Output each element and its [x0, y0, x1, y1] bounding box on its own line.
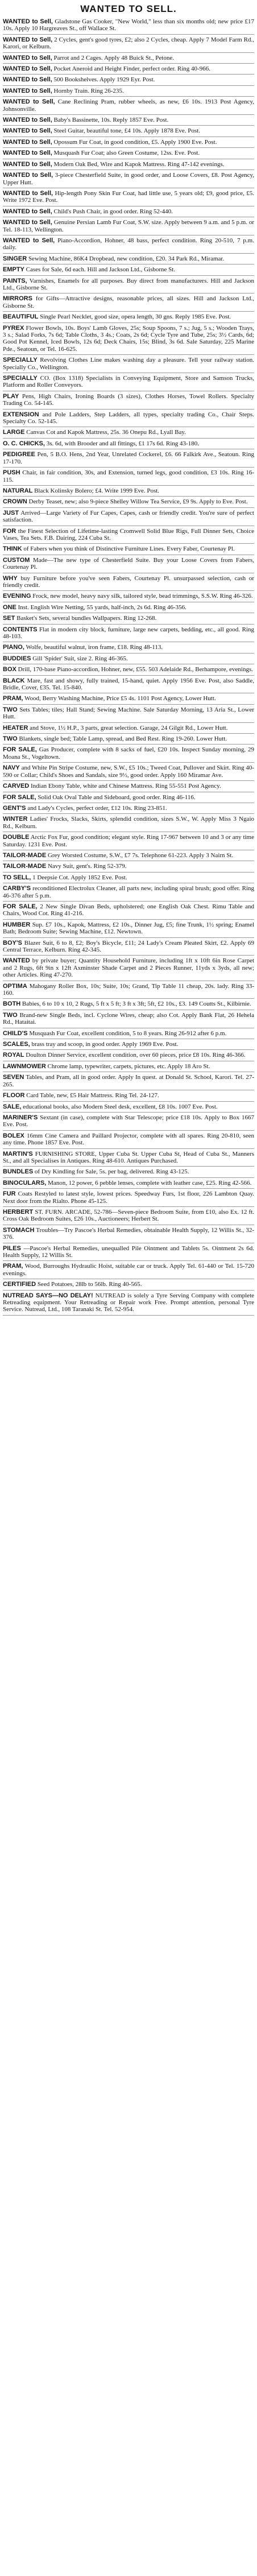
ad-body-text: 2 Cycles, gent's good tyres, £2; also 2 Cycles, cheap. Apply 7 Model Farm Rd., Karori, or Kelburn. — [3, 36, 254, 51]
classified-ad — [3, 150, 254, 159]
ad-lead-word: WANTED to Sell, — [3, 87, 52, 94]
ad-lead-word: DOUBLE — [3, 834, 30, 841]
ad-body-text: Steel Guitar, beautiful tone, £4 10s. Apply 1878 Eve. Post. — [53, 127, 200, 135]
ad-body-text: Musquash Fur Coat, excellent condition, 5 to 8 years. Ring 26-912 after 6 p.m. — [29, 1029, 227, 1037]
ad-body-text: Manon, 12 power, 6 pebble lenses, complete with leather case, £25. Ring 42-566. — [48, 1179, 252, 1186]
classified-ad — [3, 1000, 254, 1010]
classified-ad — [3, 98, 254, 115]
ad-lead-word: TWO — [3, 735, 18, 743]
ad-lead-word: WANTED to Sell, — [3, 36, 53, 43]
classified-ad — [3, 528, 254, 544]
ad-body-text: Hip-length Pony Skin Fur Coat, had little use, 5 years old; £9, good price, £5. Write 1972 Eve. Post. — [3, 189, 255, 204]
ad-body-text: Doulton Dinner Service, excellent condition, over 60 pieces, price £8 10s. Ring 46-366. — [26, 1052, 246, 1059]
ad-lead-word: WANTED to Sell, — [3, 98, 55, 106]
classified-ad — [3, 127, 254, 137]
ad-lead-word: WHY — [3, 574, 18, 582]
ad-lead-word: ONE — [3, 603, 16, 611]
classified-ad — [3, 76, 254, 85]
classified-ad — [3, 1063, 254, 1072]
ad-lead-word: ROYAL — [3, 1052, 24, 1059]
ad-lead-word: SALE, — [3, 1103, 22, 1110]
ad-body-text: 2 New Single Divan Beds, upholstered; one English Oak Chest. Rimu Table and Chairs, Wood Cot. Ring 41-216. — [3, 903, 254, 917]
ad-body-text: Wood, Burroughs Hydraulic Hoist, suitable car or truck. Apply Tel. 61-440 or Tel. 15-720 evenings. — [3, 1263, 254, 1277]
classified-ad — [3, 357, 254, 373]
classified-ad — [3, 451, 254, 468]
ad-body-text: Cane Reclining Pram, rubber wheels, as new, £6 10s. 1913 Post Agency, Johnsonville. — [3, 98, 255, 113]
ad-body-text: Solid Oak Oval Table and Sideboard, good order. Ring 46-116. — [38, 793, 196, 801]
ad-body-text: Gladstone Gas Cooker, "New World," less than six months old; new price £17 10s. Apply 10 Hargreaves St., off Wallace St. — [3, 18, 255, 32]
ad-lead-word: EMPTY — [3, 266, 24, 274]
ad-lead-word: PLAY — [3, 392, 19, 400]
classified-ad — [3, 88, 254, 97]
ad-lead-word: BINOCULARS, — [3, 1179, 47, 1186]
ad-lead-word: SET — [3, 615, 15, 622]
classified-ad — [3, 1209, 254, 1225]
classified-ad — [3, 1041, 254, 1050]
ad-lead-word: WANTED to Sell, — [3, 189, 53, 197]
ad-lead-word: TWO — [3, 1011, 18, 1019]
ad-lead-word: FOR SALE, — [3, 903, 38, 910]
ad-body-text: NUTREAD is solely a Tyre Serving Company with complete Retreading equipment. Your Retreading or Repair work Free. Prompt attention, personal Tyre Service. Nutread, Ltd., 108 Taranaki St. Tel. 52-954. — [3, 1292, 255, 1313]
ad-lead-word: HERBERT — [3, 1208, 34, 1215]
ad-body-text: and Stove, 1½ H.P., 3 parts, great selection. Garage, 24 Gilgit Rd., Lower Hutt. — [30, 724, 228, 731]
ad-body-text: Pen, 5 B.O. Hens, 2nd Year, Unrelated Cockerel, £6. 66 Falkirk Ave., Seatoun. Ring 17-170. — [3, 451, 255, 465]
classified-ad — [3, 139, 254, 148]
ad-lead-word: WANTED to Sell, — [3, 18, 53, 25]
classified-ad — [3, 593, 254, 602]
advertisement-list — [3, 18, 254, 1316]
classified-ad — [3, 834, 254, 850]
ad-body-text: Mahogany Roller Box, 10s; Suite, 10s; Grand, Tip Table 11 cheap, 20s. lady. Ring 33-160. — [3, 982, 255, 997]
classified-ad — [3, 903, 254, 920]
classified-ad — [3, 1092, 254, 1101]
ad-lead-word: CARVED — [3, 783, 30, 790]
ad-body-text: Varnishes, Enamels for all purposes. Buy direct from manufacturers. Hill and Jackson Ltd., Gisborne St. — [3, 277, 254, 291]
ad-body-text: Troubles—Try Pascoe's Herbal Remedies, obtainable Health Supply, 12 Willis St., 32-376. — [3, 1226, 254, 1241]
ad-lead-word: TAILOR-MADE — [3, 863, 47, 870]
classified-ad — [3, 1114, 254, 1131]
ad-lead-word: FUR — [3, 1190, 16, 1198]
ad-body-text: and Pole Ladders, Step Ladders, all types, specialty trading Co., Chair Steps. Specialty Co. 52-145. — [3, 411, 254, 425]
classified-ad — [3, 487, 254, 497]
ad-lead-word: BOLEX — [3, 1132, 24, 1139]
ad-lead-word: HEATER — [3, 724, 28, 731]
ad-body-text: Coats Restyled to latest style, lowest prices. Speedway Furs, 1st floor, 226 Lambton Quay. Next door from the Rialto. Phone 45-125. — [3, 1190, 255, 1205]
classified-ad — [3, 1132, 254, 1149]
classified-ad — [3, 172, 254, 188]
ad-body-text: 1 Deepsie Cot. Apply 1852 Eve. Post. — [32, 874, 127, 881]
classified-ad — [3, 695, 254, 704]
ad-body-text: Navy Suit, gent's. Ring 52-379. — [47, 863, 127, 870]
ad-lead-word: WANTED to Sell, — [3, 54, 52, 61]
ad-lead-word: BLACK — [3, 677, 25, 684]
ad-lead-word: BUNDLES — [3, 1168, 34, 1176]
ad-body-text: Revolving Clothes Line makes washing day a pleasure. Tell your railway station. Specially Co., Wellington. — [3, 357, 254, 371]
ad-body-text: reconditioned Electrolux Cleaner, all parts new, including spiral brush; good offer. Ring 46-376 after 5 p.m. — [3, 885, 255, 899]
classified-ad — [3, 1227, 254, 1243]
ad-body-text: Child's Push Chair, in good order. Ring 52-440. — [53, 208, 173, 215]
classified-ad — [3, 725, 254, 734]
ad-lead-word: NATURAL — [3, 487, 33, 494]
ad-body-text: Single Pearl Necklet, good size, opera length, 30 gns. Reply 1985 Eve. Post. — [40, 313, 231, 321]
ad-body-text: Black Kolinsky Bolero; £4. Write 1999 Eve. Post. — [34, 487, 160, 494]
ad-body-text: Flat in modern city block, furniture, large new carpets, bedding, etc., all good. Ring 48-103. — [3, 626, 254, 640]
classified-ad — [3, 65, 254, 75]
ad-body-text: and White Pin Stripe Costume, new, S.W., £5 10s.; Tweed Coat, Pullover and Skirt. Ring 40-590 or Collar; Child's Shoes and Sandals, size 9½, good order. Apply 160 Miramar Ave. — [3, 764, 255, 779]
ad-lead-word: WANTED to Sell, — [3, 127, 52, 135]
ad-body-text: Pocket Aneroid and Height Finder, perfect order. Ring 40-966. — [53, 65, 210, 73]
ad-lead-word: WANTED to Sell, — [3, 150, 52, 157]
ad-body-text: Frock, new model, heavy navy silk, tailored style, bead trimmings, S.S.W. Ring 46-326. — [32, 593, 253, 600]
classified-ad — [3, 161, 254, 170]
classified-ad — [3, 1012, 254, 1028]
ad-body-text: 3-piece Chesterfield Suite, in good order, and Loose Covers, £8. Post Agency, Upper Hutt. — [3, 172, 254, 186]
ad-lead-word: WINTER — [3, 816, 28, 823]
classified-ad — [3, 1190, 254, 1207]
classified-ad — [3, 921, 254, 938]
ad-body-text: Blazer Suit, 6 to 8, £2; Boy's Bicycle, £11; 24 Lady's Cream Pleated Skirt, £2. Apply 69 Central Terrace, Kelburn. Ring 42-345. — [3, 939, 254, 953]
ad-lead-word: GENT'S — [3, 804, 26, 812]
ad-body-text: Basket's Sets, several bundles Wallpapers. Ring 12-268. — [16, 615, 157, 622]
ad-lead-word: WANTED — [3, 957, 30, 965]
classified-ad — [3, 983, 254, 999]
ad-body-text: educational books, also Modern Steel desk, excellent, £8 10s. 1007 Eve. Post. — [23, 1103, 218, 1110]
ad-body-text: Hornby Train. Ring 26-235. — [53, 87, 124, 94]
classified-ad — [3, 940, 254, 956]
ad-lead-word: CUSTOM — [3, 556, 30, 564]
ad-body-text: Sup. £7 10s., Kapok, Mattress, £2 10s., Dinner Jug, £5; fine Trunk, 1½ spring; Enamel Bath; Bedroom Suite; Sewing Machine, £12. Newtown. — [3, 921, 255, 936]
classified-ad — [3, 1103, 254, 1113]
ad-body-text: Inst. English Wire Netting, 55 yards, half-inch, 2s 6d. Ring 46-356. — [18, 603, 186, 611]
ad-lead-word: PEDIGREE — [3, 451, 35, 458]
classified-ad — [3, 375, 254, 391]
ad-body-text: CO. (Box 1318) Specialists in Conveying Equipment, Store and Samson Trucks, Platform and Roller Conveyors. — [3, 375, 255, 389]
ad-lead-word: PIANO, — [3, 644, 24, 651]
ad-body-text: Brand-new Single Beds, incl. Cyclone Wires, cheap; also Cot. Apply Bank Flat, 26 Hehela Rd., Hataitai. — [3, 1011, 254, 1026]
classified-ad — [3, 1292, 254, 1316]
ad-lead-word: EXTENSION — [3, 411, 39, 418]
ad-body-text: Made—The new type of Chesterfield Suite. Buy your Loose Covers from Fabers, Courtenay Pl. — [3, 556, 255, 571]
ad-lead-word: MARINER'S — [3, 1114, 38, 1121]
classified-ad — [3, 644, 254, 653]
ad-lead-word: SCALES, — [3, 1041, 30, 1048]
ad-body-text: brass tray and scoop, in good order. Apply 1969 Eve. Post. — [31, 1041, 179, 1048]
ad-body-text: Sextant (in case), complete with Star Telescope; price £18 10s. Apply to Box 1667 Eve. Post. — [3, 1114, 254, 1128]
ad-lead-word: WANTED to Sell, — [3, 219, 52, 226]
ad-body-text: of Dry Kindling for Sale, 5s. per bag, delivered. Ring 43-125. — [34, 1168, 189, 1176]
ad-body-text: Babies, 6 to 10 x 10, 2 Rugs, 5 ft x 5 ft; 3 ft x 3ft; 5ft, £2 10s., £3. 149 Coutts St., Kilbirnie. — [22, 1000, 251, 1008]
ad-body-text: by private buyer; Quantity Household Furniture, including 1ft x 10ft 6in Rose Carpet and 2 Rugs, 6ft 9in x 12ft Axminster Shade Carpet and 2 Pieces Runner, 11yds x 3yds, all new; other Articles. Ring 47-270. — [3, 957, 255, 979]
classified-ad — [3, 764, 254, 781]
ad-body-text: Gas Producer, complete with 8 sacks of fuel, £20 10s. Inspect Sunday morning, 29 Moana St., Vogeltown. — [3, 746, 254, 760]
ad-body-text: Opossum Fur Coat, in good condition, £5. Apply 1900 Eve. Post. — [53, 138, 217, 146]
classified-ad — [3, 208, 254, 217]
ad-body-text: Flower Bowls, 10s. Boys' Lamb Gloves, 25s; Soup Spoons, 7 s.; Jug, 5 s.; Wooden Trays, 3 s.; Salad Forks, 7s 6d; Table Cloths, 3 4s.; Coats, 2s 6d; Cycle Tyre and Tube, 25s; 3½ Cards, 6d; Good Pot Kennel, Iced Bowls, 12s 6d; Deck Chairs, 15s; Blind, 3s 6d. Sale Saturday, 225 Marine Pde., Seatoun, or Tel. 16-625. — [3, 324, 255, 353]
ad-lead-word: WANTED to Sell, — [3, 76, 52, 84]
classified-ad — [3, 411, 254, 428]
classified-ad — [3, 36, 254, 53]
classified-ad — [3, 219, 254, 235]
classified-ad — [3, 498, 254, 507]
classified-ad — [3, 1168, 254, 1177]
classified-ad — [3, 440, 254, 449]
ad-lead-word: FOR — [3, 527, 16, 535]
classified-ad — [3, 1245, 254, 1262]
classified-ad — [3, 615, 254, 624]
ad-lead-word: WANTED to Sell, — [3, 138, 52, 146]
ad-lead-word: CHILD'S — [3, 1029, 28, 1037]
ad-body-text: Mare, fast and showy, fully trained, 15-hand, quiet. Apply 1956 Eve. Post, also Saddle, Bridle, Cover, £35. Tel. 15-840. — [3, 677, 255, 692]
ad-lead-word: CERTIFIED — [3, 1281, 36, 1288]
classified-ad — [3, 325, 254, 355]
classified-ad — [3, 735, 254, 745]
ad-lead-word: PRAM, — [3, 695, 23, 702]
ad-lead-word: BOY'S — [3, 939, 22, 946]
ad-lead-word: BUDDIES — [3, 655, 31, 662]
ad-body-text: Indian Ebony Table, white and Chinese Mattress. Ring 55-551 Post Agency. — [31, 783, 221, 790]
ad-body-text: Seed Potatoes, 28lb to 56lb. Ring 40-565. — [37, 1281, 142, 1288]
classified-ad — [3, 255, 254, 264]
classified-ad — [3, 278, 254, 294]
ad-lead-word: TAILOR-MADE — [3, 851, 47, 859]
ad-lead-word: CROWN — [3, 498, 27, 506]
ad-body-text: Modern Oak Bed, Wire and Kapok Mattress. Ring 47-142 evenings. — [53, 160, 225, 168]
ad-lead-word: TWO — [3, 706, 18, 713]
ad-lead-word: EVENING — [3, 593, 31, 600]
ad-lead-word: BOX — [3, 666, 16, 673]
classified-ad — [3, 655, 254, 664]
classified-ad — [3, 1281, 254, 1290]
ad-body-text: Drill, 170-base Piano-accordion, Hohner, new, £55. 503 Adelaide Rd., Berhampore, evenings. — [18, 666, 253, 673]
ad-body-text: Chair, in fair condition, 30s, and Extension, turned legs, good condition, £3 10s. Ring 16-115. — [3, 469, 254, 483]
ad-body-text: the Finest Selection of Lifetime-lasting Cromwell Solid Blue Rigs, Full Dinner Sets, Choice Vases, Tea Sets. F.B. Dairing, 224 Cuba St. — [3, 527, 254, 541]
classified-ad — [3, 18, 254, 35]
ad-lead-word: FLOOR — [3, 1092, 25, 1099]
ad-body-text: Derby Teaset, new; also 9-piece Shelley Willow Tea Service, £9 9s. Apply to Eve. Post. — [28, 498, 248, 506]
ad-body-text: Genuine Persian Lamb Fur Coat, S.W. size. Apply between 9 a.m. and 5 p.m. or Tel. 18-113, Wellington. — [3, 219, 254, 233]
ad-body-text: Cases for Sale, 6d each. Hill and Jackson Ltd., Gisborne St. — [26, 266, 176, 274]
ad-body-text: Sets Tables; tiles; Hall Stand; Sewing Machine. Sale Saturday Morning, 13 Aria St., Lower Hutt. — [3, 706, 255, 721]
classified-ad — [3, 510, 254, 526]
ad-lead-word: PUSH — [3, 469, 20, 477]
ad-lead-word: WANTED to Sell, — [3, 237, 55, 244]
classified-ad — [3, 706, 254, 723]
classified-ad — [3, 626, 254, 643]
ad-lead-word: TO SELL, — [3, 874, 31, 881]
ad-lead-word: CARBY'S — [3, 885, 31, 892]
classified-ad — [3, 1263, 254, 1279]
classified-ad — [3, 885, 254, 902]
ad-lead-word: OPTIMA — [3, 982, 27, 990]
classified-ad — [3, 805, 254, 814]
ad-body-text: and Lady's Cycles, perfect order, £12 10s. Ring 23-851. — [27, 804, 167, 812]
ad-body-text: Canvas Cot and Kapok Mattress, 25s. 36 Onepu Rd., Lyall Bay. — [26, 429, 186, 436]
ad-body-text: of Fabers when you think of Distinctive Furniture Lines. Every Faber, Courtenay Pl. — [23, 545, 235, 553]
section-heading: WANTED TO SELL. — [80, 3, 177, 14]
ad-lead-word: STOMACH — [3, 1226, 35, 1234]
ad-body-text: 16mm Cine Camera and Paillard Projector, complete with all spares. Ring 20-810, seen any time. Phone 1857 Eve. Post. — [3, 1132, 255, 1147]
ad-lead-word: MIRRORS — [3, 295, 32, 303]
classified-ad — [3, 666, 254, 675]
ad-lead-word: PYREX — [3, 324, 24, 332]
ad-body-text: Ladies' Frocks, Slacks, Skirts, splendid condition, sizes S.W., W. Apply Miss 3 Ngaio Rd., Kelburn. — [3, 816, 255, 830]
ad-body-text: FURNISHING STORE, Upper Cuba St. Upper Cuba St, Head of Cuba St., Manners St., and all Specialises in Antiques. Ring 48-610. Antiques Purchased. — [3, 1150, 255, 1164]
ad-body-text: Gill 'Spider' Suit, size 2. Ring 46-365. — [32, 655, 128, 662]
ad-body-text: —Pascoe's Herbal Remedies, unequalled Pile Ointment and Tablets 5s. Ointment 2s 6d. Health Supply, 12 Willis St. — [3, 1244, 254, 1259]
ad-lead-word: NAVY — [3, 764, 20, 772]
ad-lead-word: FOR SALE, — [3, 793, 36, 801]
ad-body-text: Wolfe, beautiful walnut, iron frame, £18. Ring 48-113. — [26, 644, 163, 651]
ad-body-text: Arctic Fox Fur, good condition; elegant style. Ring 17-967 between 10 and 3 or any time Saturday. 1231 Eve. Post. — [3, 834, 254, 848]
ad-body-text: Parrot and 2 Cages. Apply 48 Buick St., Petone. — [53, 54, 174, 61]
ad-lead-word: NUTREAD SAYS—NO DELAY! — [3, 1292, 93, 1299]
classified-ad — [3, 55, 254, 64]
classified-ad — [3, 1052, 254, 1061]
classified-ad — [3, 852, 254, 861]
ad-lead-word: JUST — [3, 509, 19, 516]
classified-ad — [3, 295, 254, 312]
classified-ad — [3, 957, 254, 981]
classified-ad — [3, 266, 254, 275]
ad-lead-word: FOR SALE, — [3, 746, 37, 754]
classified-ad — [3, 874, 254, 883]
classified-ad — [3, 545, 254, 555]
ad-lead-word: PAINTS, — [3, 277, 27, 284]
ad-lead-word: HUMBER — [3, 921, 31, 928]
classified-ad — [3, 1180, 254, 1189]
ad-body-text: Blankets, single bed; Table Lamp, spread, and Bed Rest. Ring 19-260. Lower Hutt. — [19, 735, 227, 743]
ad-body-text: 3s. 6d, with Brooder and all fittings, £1 17s 6d. Ring 43-180. — [46, 440, 199, 447]
classified-ad — [3, 393, 254, 410]
ad-lead-word: SPECIALLY — [3, 357, 38, 364]
classified-ad — [3, 1030, 254, 1039]
classified-ad — [3, 429, 254, 438]
ad-body-text: Piano-Accordion, Hohner, 48 bass, perfect condition. Ring 20-510, 7 p.m. daily. — [3, 237, 254, 251]
classified-ad — [3, 575, 254, 592]
classified-ad — [3, 816, 254, 832]
ad-lead-word: MARTIN'S — [3, 1150, 33, 1157]
ad-lead-word: WANTED to Sell, — [3, 117, 52, 124]
classified-ad — [3, 783, 254, 792]
classified-ad — [3, 604, 254, 613]
ad-body-text: Sewing Machine, 86K4 Dropbead, new condition, £20. 34 Park Rd., Miramar. — [28, 255, 225, 262]
classified-ad — [3, 469, 254, 486]
classified-ad — [3, 313, 254, 322]
ad-body-text: for Gifts—Attractive designs, reasonable prices, all sizes. Hill and Jackson Ltd., Gisborne St. — [3, 295, 255, 309]
ad-body-text: 500 Bookshelves. Apply 1929 Eyr. Post. — [53, 76, 155, 84]
classified-ad — [3, 237, 254, 254]
ad-lead-word: WANTED to Sell, — [3, 208, 52, 215]
ad-lead-word: SINGER — [3, 255, 27, 262]
classified-ad — [3, 794, 254, 803]
classified-ad — [3, 1074, 254, 1090]
ad-lead-word: LARGE — [3, 429, 25, 436]
classified-ad — [3, 1151, 254, 1167]
ad-lead-word: PRAM, — [3, 1263, 23, 1270]
ad-body-text: Wood, Berry Washing Machine, Price £5 4s. 1101 Post Agency, Lower Hutt. — [24, 695, 216, 702]
ad-lead-word: WANTED to Sell, — [3, 160, 52, 168]
ad-body-text: Pens, High Chairs, Ironing Boards (3 sizes), Clothes Horses, Towel Rollers. Specialty Trading Co. 54-145. — [3, 392, 255, 407]
ad-body-text: Tables, and Pram, all in good order. Apply In quest. at Donald St. School, Karori. Tel. 27-265. — [3, 1074, 254, 1088]
ad-lead-word: WANTED to Sell, — [3, 65, 52, 73]
classified-ad — [3, 677, 254, 694]
ad-lead-word: SPECIALLY — [3, 375, 38, 382]
ad-lead-word: BEAUTIFUL — [3, 313, 39, 321]
ad-lead-word: PILES — [3, 1244, 21, 1252]
ad-lead-word: CONTENTS — [3, 626, 38, 633]
ad-body-text: Musquash Fur Coat; also Green Costume, 12ss. Eve. Post. — [53, 150, 200, 157]
classified-ad — [3, 557, 254, 573]
ad-lead-word: SEVEN — [3, 1074, 24, 1081]
ad-lead-word: BOTH — [3, 1000, 21, 1008]
ad-body-text: Grey Worsted Costume, S.W., £7 7s. Telephone 61-223. Apply 3 Nairn St. — [47, 851, 234, 859]
ad-body-text: Arrived—Large Variety of Fur Capes, Capes, cash or friendly credit. You're sure of perfect satisfaction. — [3, 509, 254, 524]
classified-ad — [3, 190, 254, 206]
ad-lead-word: THINK — [3, 545, 22, 553]
classified-ad — [3, 117, 254, 126]
ad-body-text: Chrome lamp, typewriter, carpets, pictures, etc. Apply 18 Aro St. — [47, 1062, 210, 1070]
ad-lead-word: WANTED to Sell, — [3, 172, 53, 179]
classified-ad — [3, 863, 254, 872]
ad-lead-word: O. C. CHICKS, — [3, 440, 45, 447]
ad-lead-word: LAWNMOWER — [3, 1062, 46, 1070]
ad-body-text: ST. FURN. ARCADE, 52-786—Seven-piece Bedroom Suite, from £10, also Ex. 12 ft. Cross Oak Bedroom Suites, £26 10s., Auctioneers; Herbert St. — [3, 1208, 255, 1223]
ad-body-text: Baby's Bassinette, 10s. Reply 1857 Eve. Post. — [53, 117, 169, 124]
ad-body-text: Card Table, new, £5 Hair Mattress. Ring Tel. 24-127. — [26, 1092, 159, 1099]
ad-body-text: buy Furniture before you've seen Fabers, Courtenay Pl. unsurpassed selection, cash or friendly credit. — [3, 574, 254, 589]
classified-ad — [3, 746, 254, 763]
